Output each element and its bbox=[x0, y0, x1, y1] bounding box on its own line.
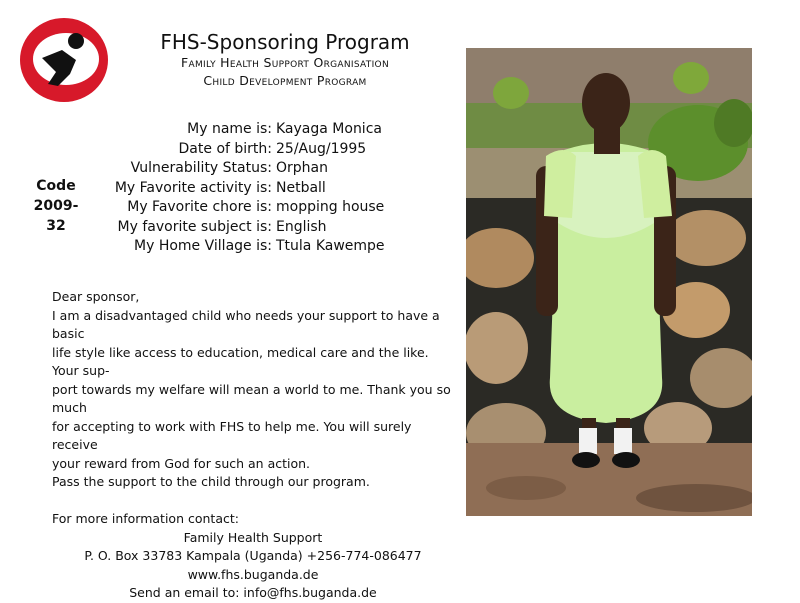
child-photo bbox=[466, 48, 752, 516]
profile-value: Netball bbox=[276, 179, 326, 196]
fhs-logo bbox=[18, 14, 110, 106]
profile-label: My Home Village is: bbox=[134, 238, 272, 254]
code-value: 2009-32 bbox=[33, 198, 79, 234]
profile-label: My favorite subject is: bbox=[117, 218, 272, 235]
header bbox=[130, 30, 440, 90]
profile-label: My Favorite chore is: bbox=[127, 199, 272, 215]
contact-address: P. O. Box 33783 Kampala (Uganda) +256-774-086477 bbox=[84, 548, 422, 563]
profile-label: Date of birth: bbox=[178, 140, 272, 157]
program-name: Child Development Program bbox=[203, 73, 367, 88]
profile-value: Kayaga Monica bbox=[276, 121, 382, 137]
profile-row-activity bbox=[96, 179, 385, 199]
organisation-name: Family Health Support Organisation bbox=[181, 55, 389, 70]
profile-row-subject bbox=[96, 218, 385, 238]
letter-line: life style like access to education, medical care and the like. Your sup- bbox=[52, 344, 429, 378]
program-title: FHS-Sponsoring Program bbox=[160, 30, 410, 54]
letter-greeting: Dear sponsor, bbox=[52, 289, 140, 304]
letter-line: your reward from God for such an action. bbox=[52, 455, 311, 471]
sponsor-letter bbox=[52, 288, 454, 603]
letter-line: Pass the support to the child through our program. bbox=[52, 474, 370, 489]
profile-row-name bbox=[96, 120, 385, 140]
contact-website: www.fhs.buganda.de bbox=[187, 566, 319, 582]
code-label: Code bbox=[36, 178, 76, 194]
letter-line: for accepting to work with FHS to help me. You will surely receive bbox=[52, 418, 412, 452]
profile-row-village bbox=[96, 237, 385, 257]
contact-heading: For more information contact: bbox=[52, 511, 239, 526]
letter-line: I am a disadvantaged child who needs your support to have a basic bbox=[52, 307, 440, 341]
profile-label: Vulnerability Status: bbox=[130, 160, 272, 176]
letter-line: port towards my welfare will mean a world to me. Thank you so much bbox=[52, 381, 451, 415]
contact-organisation: Family Health Support bbox=[183, 529, 323, 545]
contact-email: Send an email to: info@fhs.buganda.de bbox=[129, 585, 377, 600]
child-code bbox=[28, 176, 84, 236]
profile-value: 25/Aug/1995 bbox=[276, 140, 367, 157]
profile-value: Ttula Kawempe bbox=[276, 238, 385, 254]
profile-row-chore bbox=[96, 198, 385, 218]
profile-label: My name is: bbox=[187, 121, 272, 137]
profile-value: English bbox=[276, 218, 327, 235]
profile-value: mopping house bbox=[276, 199, 385, 215]
profile-row-birth bbox=[96, 140, 385, 160]
profile-row-status bbox=[96, 159, 385, 179]
profile-value: Orphan bbox=[276, 160, 328, 176]
child-profile bbox=[96, 120, 385, 257]
profile-label: My Favorite activity is: bbox=[114, 179, 272, 196]
